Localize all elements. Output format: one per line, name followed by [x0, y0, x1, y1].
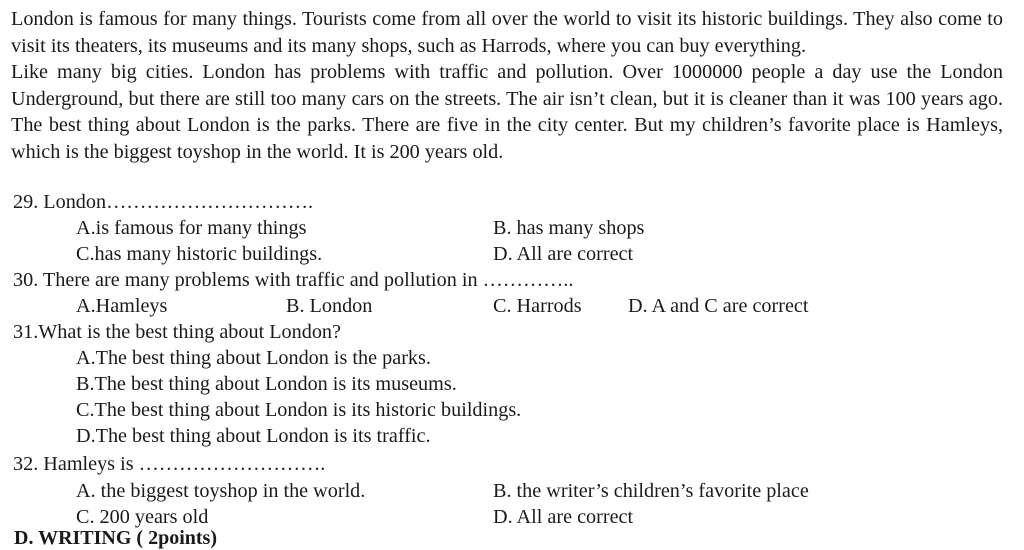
section-heading-writing: D. WRITING ( 2points) [14, 527, 217, 549]
question-29-option-c: C.has many historic buildings. [76, 243, 323, 265]
reading-passage [11, 6, 1003, 165]
question-30-option-c: C. Harrods [493, 295, 582, 317]
question-31-option-d: D.The best thing about London is its traffic. [76, 425, 431, 447]
question-32-option-c: C. 200 years old [76, 506, 209, 528]
question-32-stem: 32. Hamleys is ………………………. [13, 453, 326, 475]
passage-paragraph-1: London is famous for many things. Tourists come from all over the world to visit its historic buildings. They also come to visit its theaters, its museums and its many shops, such as Harrods, where you can buy everything. [11, 8, 1003, 57]
question-31-option-c: C.The best thing about London is its historic buildings. [76, 399, 522, 421]
question-31-option-a: A.The best thing about London is the parks. [76, 347, 431, 369]
question-29-option-d: D. All are correct [493, 243, 634, 265]
question-29-option-a: A.is famous for many things [76, 217, 307, 239]
question-29-option-b: B. has many shops [493, 217, 645, 239]
question-32-option-b: B. the writer’s children’s favorite place [493, 480, 809, 502]
question-32-option-d: D. All are correct [493, 506, 634, 528]
question-30-option-a: A.Hamleys [76, 295, 168, 317]
question-32-option-a: A. the biggest toyshop in the world. [76, 480, 366, 502]
passage-paragraph-2: Like many big cities. London has problems with traffic and pollution. Over 1000000 people a day use the London Underground, but there are still too many cars on the streets. The air isn’t clean, but it is cleaner than it was 100 years ago. The best thing about London is the parks. There are five in the city center. But my children’s favorite place is Hamleys, which is the biggest toyshop in the world. It is 200 years old. [11, 61, 1003, 163]
question-30-option-b: B. London [286, 295, 373, 317]
question-30-option-d: D. A and C are correct [628, 295, 809, 317]
question-31-stem: 31.What is the best thing about London? [13, 321, 341, 343]
question-31-option-b: B.The best thing about London is its museums. [76, 373, 457, 395]
question-30-stem: 30. There are many problems with traffic and pollution in ………….. [13, 269, 574, 291]
question-29-stem: 29. London…………………………. [13, 191, 314, 213]
